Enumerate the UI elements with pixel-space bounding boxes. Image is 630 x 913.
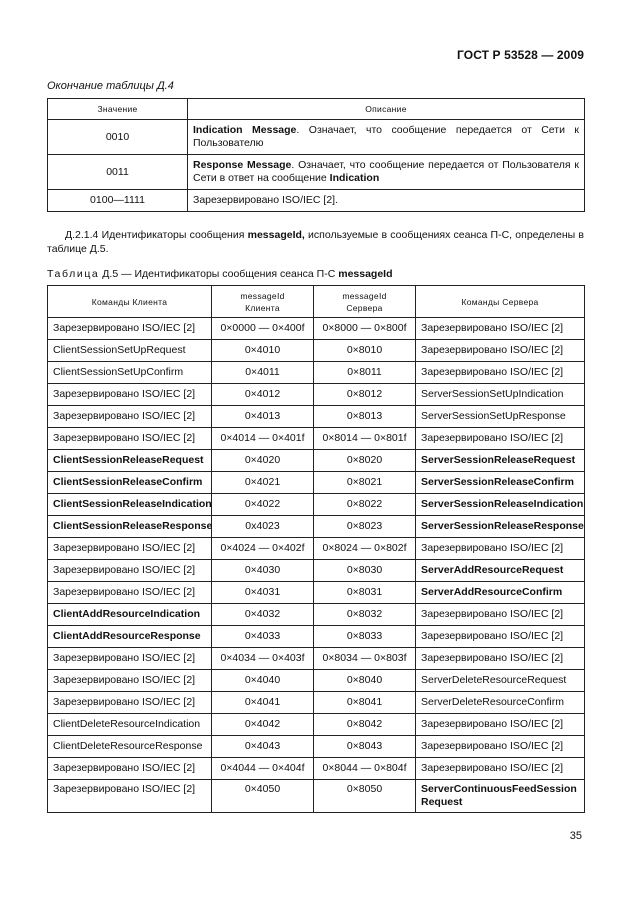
client-id-cell: 0×4032 bbox=[212, 604, 314, 626]
server-id-cell: 0×8010 bbox=[314, 340, 416, 362]
table-row bbox=[48, 155, 585, 190]
header-line: Сервера bbox=[346, 302, 383, 313]
value-cell: 0011 bbox=[48, 155, 188, 190]
client-id-cell: 0×4012 bbox=[212, 384, 314, 406]
client-command-cell: Зарезервировано ISO/IEC [2] bbox=[48, 670, 212, 692]
message-type: Response Message bbox=[193, 159, 292, 171]
client-command-cell: Зарезервировано ISO/IEC [2] bbox=[48, 780, 212, 813]
client-id-cell: 0×4010 bbox=[212, 340, 314, 362]
server-id-cell: 0×8042 bbox=[314, 714, 416, 736]
server-command-cell: Зарезервировано ISO/IEC [2] bbox=[416, 362, 585, 384]
server-id-cell: 0×8011 bbox=[314, 362, 416, 384]
table-row bbox=[48, 648, 585, 670]
server-command-cell: Зарезервировано ISO/IEC [2] bbox=[416, 736, 585, 758]
message-ref: Indication bbox=[329, 172, 380, 184]
server-command-cell: Зарезервировано ISO/IEC [2] bbox=[416, 604, 585, 626]
table-label: Таблица bbox=[47, 268, 100, 280]
table-row bbox=[48, 472, 585, 494]
description-text: . Означает, что сообщение передается от Пользователя к Сети в ответ на сообщение bbox=[193, 159, 579, 184]
table-row bbox=[48, 780, 585, 813]
client-command-cell: Зарезервировано ISO/IEC [2] bbox=[48, 538, 212, 560]
server-id-cell: 0×8024 — 0×802f bbox=[314, 538, 416, 560]
table-row bbox=[48, 516, 585, 538]
server-id-cell: 0×8033 bbox=[314, 626, 416, 648]
server-command-cell: ServerSessionReleaseIndication bbox=[416, 494, 585, 516]
column-header-server-id bbox=[314, 286, 416, 318]
table-row bbox=[48, 758, 585, 780]
description-text: Зарезервировано ISO/IEC [2]. bbox=[193, 194, 339, 206]
client-id-cell: 0×0000 — 0×400f bbox=[212, 318, 314, 340]
paragraph-bold-term: messageId, bbox=[247, 229, 305, 241]
server-id-cell: 0×8022 bbox=[314, 494, 416, 516]
column-header-server-commands: Команды Сервера bbox=[416, 286, 585, 318]
server-command-cell: ServerAddResourceConfirm bbox=[416, 582, 585, 604]
client-command-cell: Зарезервировано ISO/IEC [2] bbox=[48, 758, 212, 780]
table-row bbox=[48, 362, 585, 384]
description-text: . Означает, что сообщение передается от Сети к Пользователю bbox=[193, 124, 580, 149]
client-command-cell: Зарезервировано ISO/IEC [2] bbox=[48, 692, 212, 714]
client-command-cell: ClientAddResourceResponse bbox=[48, 626, 212, 648]
table-row bbox=[48, 604, 585, 626]
server-command-cell: Зарезервировано ISO/IEC [2] bbox=[416, 428, 585, 450]
description-cell bbox=[188, 190, 585, 212]
paragraph-d214 bbox=[47, 228, 584, 256]
table-row bbox=[48, 406, 585, 428]
table-row bbox=[48, 450, 585, 472]
column-header-client-id bbox=[212, 286, 314, 318]
value-cell: 0100—1111 bbox=[48, 190, 188, 212]
server-id-cell: 0×8031 bbox=[314, 582, 416, 604]
server-id-cell: 0×8021 bbox=[314, 472, 416, 494]
table-row bbox=[48, 692, 585, 714]
server-command-cell: ServerDeleteResourceConfirm bbox=[416, 692, 585, 714]
client-id-cell: 0×4022 bbox=[212, 494, 314, 516]
server-id-cell: 0×8014 — 0×801f bbox=[314, 428, 416, 450]
client-id-cell: 0×4050 bbox=[212, 780, 314, 813]
header-line: messageId bbox=[342, 290, 387, 301]
server-id-cell: 0×8012 bbox=[314, 384, 416, 406]
server-command-cell: ServerSessionSetUpResponse bbox=[416, 406, 585, 428]
server-command-cell: Зарезервировано ISO/IEC [2] bbox=[416, 714, 585, 736]
table-title-bold: messageId bbox=[338, 268, 393, 280]
client-id-cell: 0×4034 — 0×403f bbox=[212, 648, 314, 670]
paragraph-text: Д.2.1.4 Идентификаторы сообщения bbox=[65, 229, 248, 241]
server-command-cell: Зарезервировано ISO/IEC [2] bbox=[416, 318, 585, 340]
table-row bbox=[48, 384, 585, 406]
client-id-cell: 0×4033 bbox=[212, 626, 314, 648]
client-command-cell: Зарезервировано ISO/IEC [2] bbox=[48, 406, 212, 428]
column-header-value: Значение bbox=[48, 99, 188, 120]
client-id-cell: 0×4030 bbox=[212, 560, 314, 582]
client-command-cell: ClientAddResourceIndication bbox=[48, 604, 212, 626]
table-title: Д.5 — Идентификаторы сообщения сеанса П-С bbox=[99, 268, 339, 280]
table-d5 bbox=[47, 285, 585, 813]
table-row bbox=[48, 560, 585, 582]
client-command-cell: Зарезервировано ISO/IEC [2] bbox=[48, 560, 212, 582]
table-row bbox=[48, 120, 585, 155]
server-id-cell: 0×8040 bbox=[314, 670, 416, 692]
server-command-cell: Зарезервировано ISO/IEC [2] bbox=[416, 340, 585, 362]
table-d5-caption bbox=[47, 268, 393, 280]
server-command-cell: ServerSessionReleaseResponse bbox=[416, 516, 585, 538]
client-command-cell: Зарезервировано ISO/IEC [2] bbox=[48, 648, 212, 670]
client-command-cell: Зарезервировано ISO/IEC [2] bbox=[48, 428, 212, 450]
server-id-cell: 0×8023 bbox=[314, 516, 416, 538]
client-id-cell: 0×4044 — 0×404f bbox=[212, 758, 314, 780]
server-command-cell: ServerSessionReleaseRequest bbox=[416, 450, 585, 472]
paragraph-text-end: используемые в сообщениях сеанса П-С, определены в таблице Д.5. bbox=[47, 229, 584, 255]
client-command-cell: Зарезервировано ISO/IEC [2] bbox=[48, 384, 212, 406]
client-command-cell: ClientDeleteResourceIndication bbox=[48, 714, 212, 736]
message-type: Indication Message bbox=[193, 124, 297, 136]
table-row bbox=[48, 538, 585, 560]
client-id-cell: 0×4014 — 0×401f bbox=[212, 428, 314, 450]
server-command-cell: ServerSessionSetUpIndication bbox=[416, 384, 585, 406]
client-command-cell: Зарезервировано ISO/IEC [2] bbox=[48, 318, 212, 340]
server-command-cell: ServerAddResourceRequest bbox=[416, 560, 585, 582]
client-id-cell: 0x4023 bbox=[212, 516, 314, 538]
column-header-description: Описание bbox=[188, 99, 585, 120]
table-d4-caption: Окончание таблицы Д.4 bbox=[47, 80, 174, 92]
server-command-cell: Зарезервировано ISO/IEC [2] bbox=[416, 538, 585, 560]
server-id-cell: 0×8020 bbox=[314, 450, 416, 472]
client-id-cell: 0×4031 bbox=[212, 582, 314, 604]
value-cell: 0010 bbox=[48, 120, 188, 155]
server-id-cell: 0×8013 bbox=[314, 406, 416, 428]
table-row bbox=[48, 428, 585, 450]
client-command-cell: ClientSessionReleaseIndication bbox=[48, 494, 212, 516]
table-row bbox=[48, 318, 585, 340]
table-d4 bbox=[47, 98, 585, 212]
client-command-cell: ClientSessionSetUpRequest bbox=[48, 340, 212, 362]
server-id-cell: 0×8034 — 0×803f bbox=[314, 648, 416, 670]
table-header-row bbox=[48, 99, 585, 120]
page-number: 35 bbox=[569, 830, 582, 842]
table-row bbox=[48, 340, 585, 362]
header-line: Клиента bbox=[245, 302, 280, 313]
server-id-cell: 0×8044 — 0×804f bbox=[314, 758, 416, 780]
client-command-cell: Зарезервировано ISO/IEC [2] bbox=[48, 582, 212, 604]
server-id-cell: 0×8000 — 0×800f bbox=[314, 318, 416, 340]
server-command-cell: ServerDeleteResourceRequest bbox=[416, 670, 585, 692]
server-command-cell: Зарезервировано ISO/IEC [2] bbox=[416, 626, 585, 648]
server-id-cell: 0×8043 bbox=[314, 736, 416, 758]
client-command-cell: ClientDeleteResourceResponse bbox=[48, 736, 212, 758]
server-command-cell: Зарезервировано ISO/IEC [2] bbox=[416, 648, 585, 670]
client-id-cell: 0×4024 — 0×402f bbox=[212, 538, 314, 560]
table-row bbox=[48, 736, 585, 758]
table-row bbox=[48, 714, 585, 736]
server-command-cell: ServerSessionReleaseConfirm bbox=[416, 472, 585, 494]
table-row bbox=[48, 670, 585, 692]
server-id-cell: 0×8050 bbox=[314, 780, 416, 813]
server-command-cell: Зарезервировано ISO/IEC [2] bbox=[416, 758, 585, 780]
client-command-cell: ClientSessionReleaseConfirm bbox=[48, 472, 212, 494]
client-command-cell: ClientSessionReleaseRequest bbox=[48, 450, 212, 472]
client-id-cell: 0×4020 bbox=[212, 450, 314, 472]
table-row bbox=[48, 494, 585, 516]
table-header-row bbox=[48, 286, 585, 318]
server-id-cell: 0×8030 bbox=[314, 560, 416, 582]
server-command-cell: ServerContinuousFeedSession Request bbox=[416, 780, 585, 813]
column-header-client-commands: Команды Клиента bbox=[48, 286, 212, 318]
page-header: ГОСТ Р 53528 — 2009 bbox=[457, 48, 584, 62]
table-row bbox=[48, 582, 585, 604]
client-command-cell: ClientSessionSetUpConfirm bbox=[48, 362, 212, 384]
description-cell bbox=[188, 155, 585, 190]
description-cell bbox=[188, 120, 585, 155]
client-id-cell: 0×4040 bbox=[212, 670, 314, 692]
client-id-cell: 0×4041 bbox=[212, 692, 314, 714]
client-id-cell: 0×4013 bbox=[212, 406, 314, 428]
client-id-cell: 0×4011 bbox=[212, 362, 314, 384]
client-command-cell: ClientSessionReleaseResponse bbox=[48, 516, 212, 538]
table-row bbox=[48, 190, 585, 212]
table-row bbox=[48, 626, 585, 648]
client-id-cell: 0×4042 bbox=[212, 714, 314, 736]
server-id-cell: 0×8032 bbox=[314, 604, 416, 626]
server-id-cell: 0×8041 bbox=[314, 692, 416, 714]
header-line: messageId bbox=[240, 290, 285, 301]
client-id-cell: 0×4021 bbox=[212, 472, 314, 494]
client-id-cell: 0×4043 bbox=[212, 736, 314, 758]
